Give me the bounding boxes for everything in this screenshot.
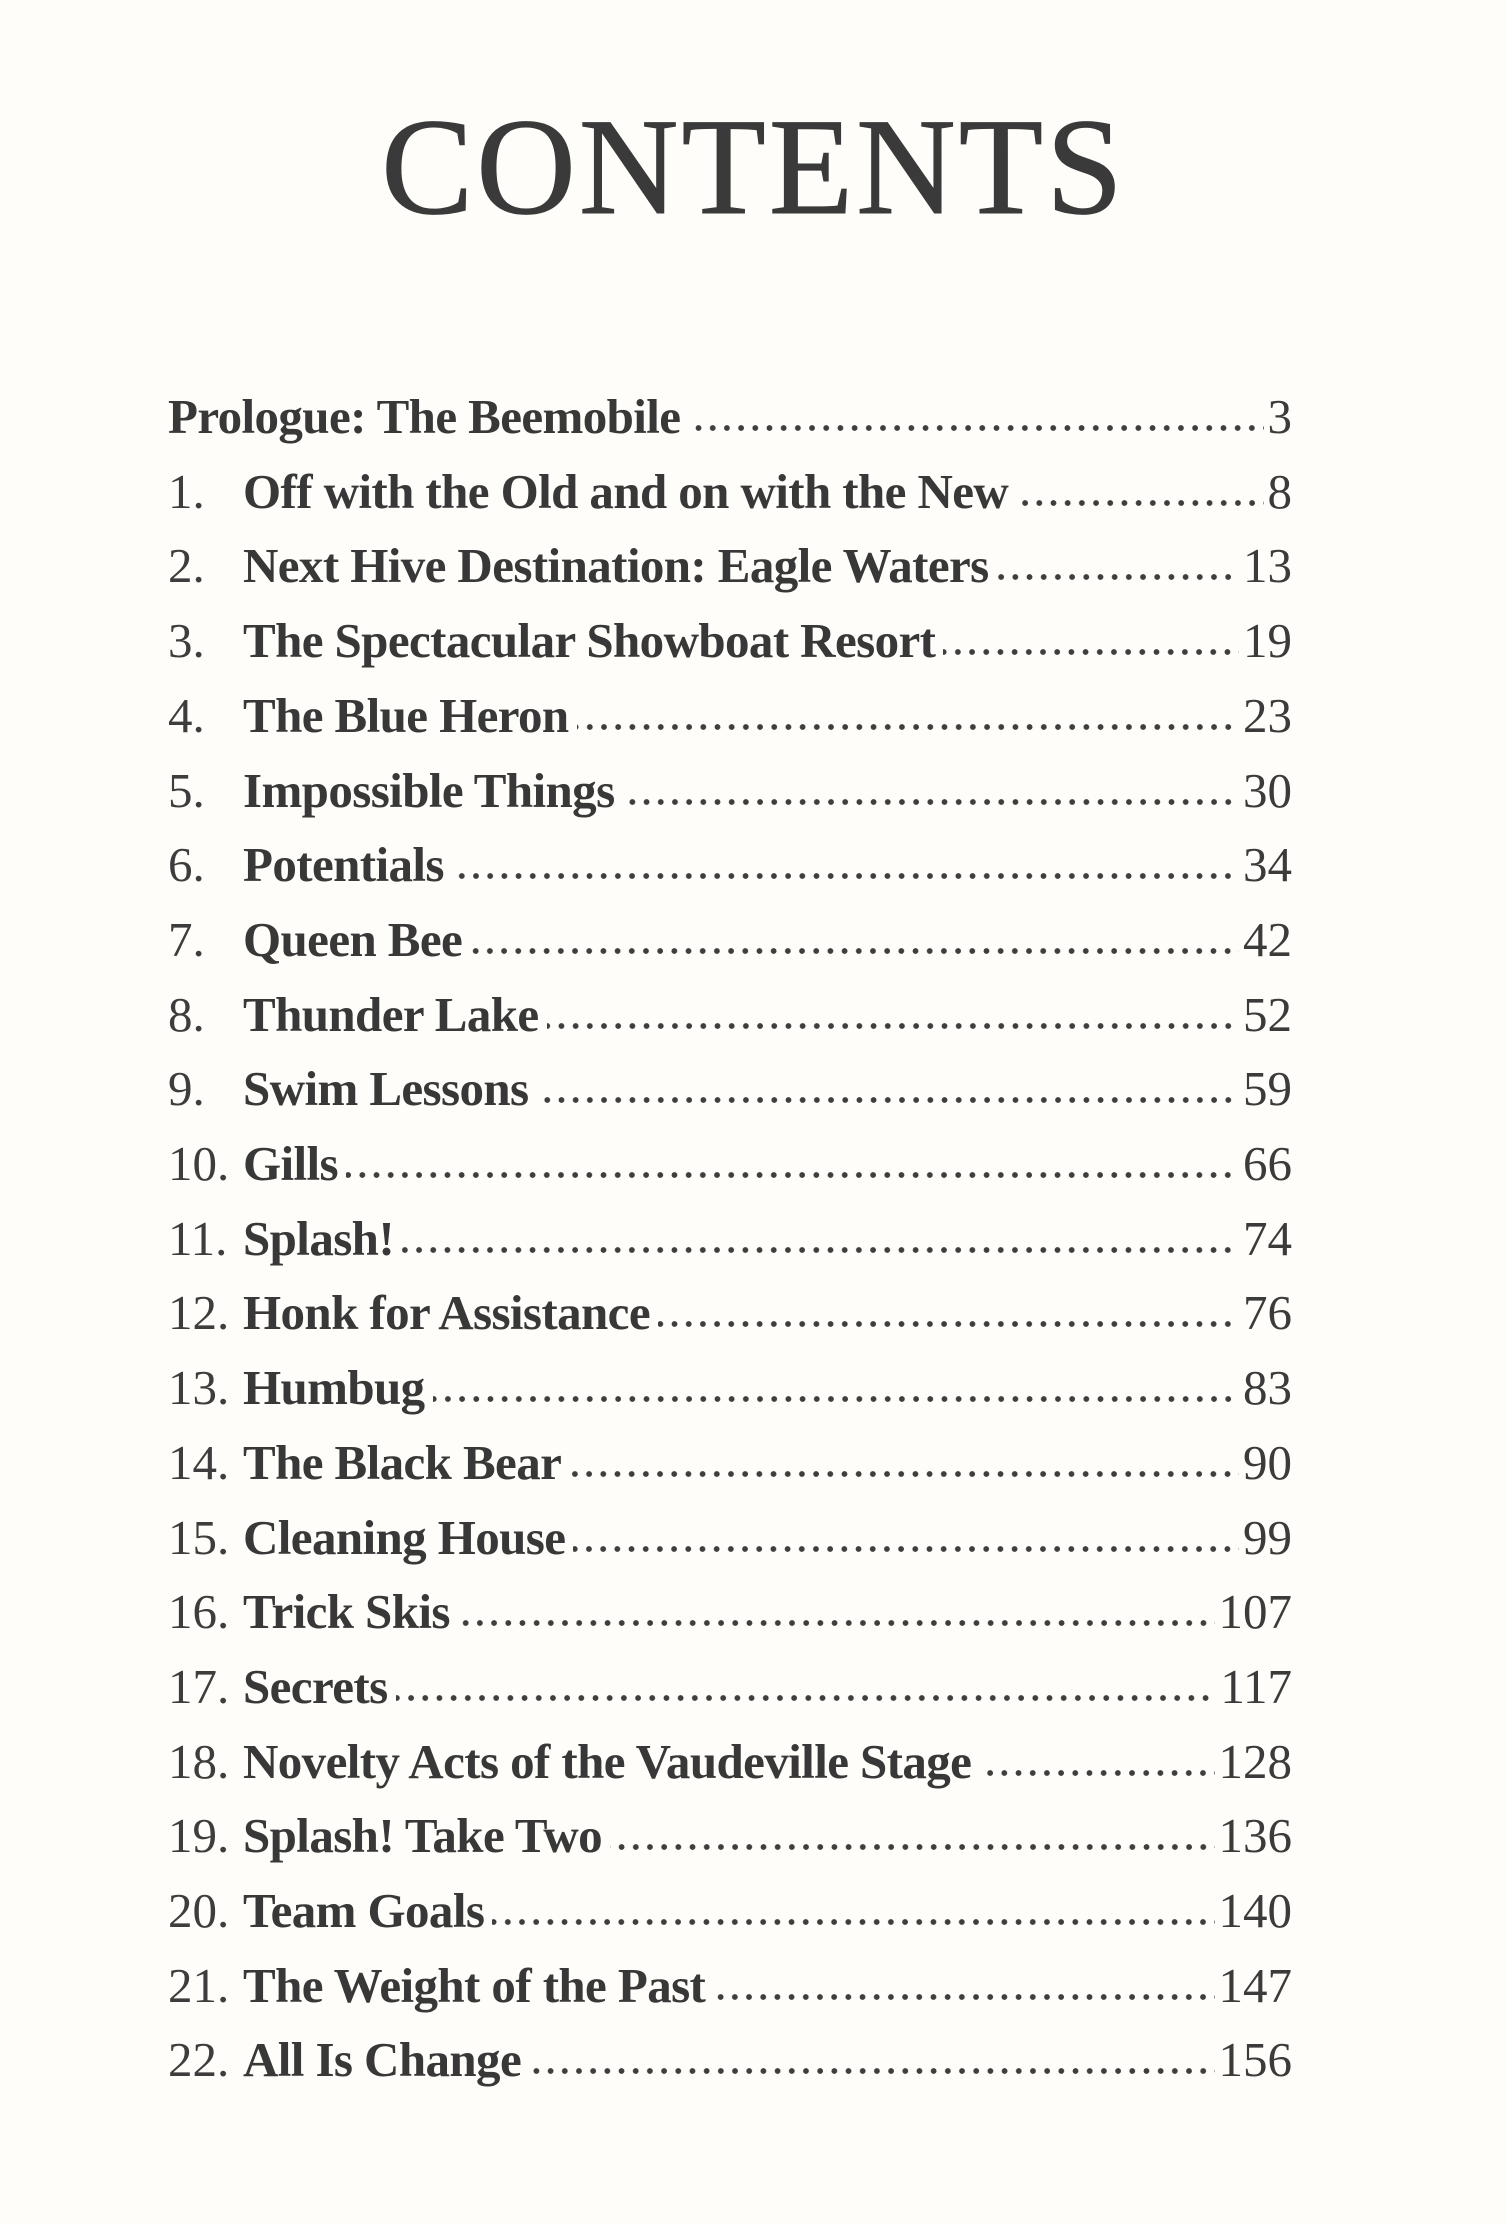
chapter-number: 1.	[168, 463, 205, 519]
page-number: 8	[1267, 463, 1292, 519]
page-number: 140	[1218, 1883, 1292, 1938]
chapter-title: Impossible Things	[243, 762, 615, 818]
dot-leader	[402, 1235, 1239, 1255]
page-number: 128	[1218, 1733, 1292, 1789]
chapter-number: 6.	[168, 837, 205, 893]
chapter-number: 22.	[168, 2032, 230, 2088]
chapter-title: The Weight of the Past	[243, 1957, 706, 2013]
chapter-title: Team Goals	[243, 1883, 485, 1938]
dot-leader	[713, 1982, 1214, 2002]
dot-leader	[688, 413, 1263, 433]
chapter-title: Cleaning House	[243, 1509, 566, 1565]
chapter-number: 8.	[168, 986, 205, 1042]
page-number: 90	[1243, 1434, 1292, 1490]
page-number: 117	[1220, 1658, 1292, 1714]
toc-entry-7[interactable]	[168, 910, 1292, 970]
chapter-number: 12.	[168, 1285, 230, 1341]
toc-entry-8[interactable]	[168, 985, 1292, 1045]
page-number: 147	[1218, 1957, 1292, 2013]
chapter-number: 2.	[168, 538, 205, 594]
dot-leader	[569, 1459, 1239, 1479]
toc-entry-prologue[interactable]	[168, 387, 1292, 447]
chapter-number: 4.	[168, 687, 205, 743]
dot-leader	[346, 1160, 1239, 1180]
toc-entry-14[interactable]	[168, 1433, 1292, 1493]
toc-entry-15[interactable]	[168, 1508, 1292, 1568]
toc-entry-2[interactable]	[168, 536, 1292, 596]
chapter-number: 20.	[168, 1883, 230, 1938]
chapter-number: 5.	[168, 762, 205, 818]
chapter-title: The Black Bear	[243, 1434, 562, 1490]
toc-entry-11[interactable]	[168, 1209, 1292, 1269]
page-number: 74	[1243, 1210, 1292, 1266]
page-number: 59	[1243, 1061, 1292, 1117]
chapter-number: 15.	[168, 1509, 230, 1565]
page-number: 13	[1243, 538, 1292, 594]
chapter-number: 13.	[168, 1360, 230, 1416]
dot-leader	[452, 861, 1239, 881]
chapter-title: Humbug	[243, 1360, 425, 1416]
chapter-title: Trick Skis	[243, 1584, 450, 1640]
dot-leader	[573, 1534, 1239, 1554]
dot-leader	[547, 1011, 1239, 1031]
page-number: 52	[1243, 986, 1292, 1042]
page-number: 3	[1267, 389, 1292, 444]
toc-entry-6[interactable]	[168, 835, 1292, 895]
toc-entry-21[interactable]	[168, 1956, 1292, 2016]
page-number: 136	[1218, 1808, 1292, 1864]
toc-entry-12[interactable]	[168, 1283, 1292, 1343]
chapter-title: Novelty Acts of the Vaudeville Stage	[243, 1733, 972, 1789]
chapter-number: 18.	[168, 1733, 230, 1789]
dot-leader	[470, 936, 1239, 956]
chapter-number: 7.	[168, 911, 205, 967]
dot-leader	[943, 637, 1239, 657]
chapter-title: Splash! Take Two	[243, 1808, 603, 1864]
chapter-title: Queen Bee	[243, 911, 463, 967]
dot-leader	[492, 1907, 1214, 1927]
dot-leader	[537, 1085, 1239, 1105]
toc-entry-20[interactable]	[168, 1881, 1292, 1941]
toc-entry-16[interactable]	[168, 1582, 1292, 1642]
page-number: 34	[1243, 837, 1292, 893]
chapter-number: 11.	[168, 1210, 228, 1266]
toc-entry-18[interactable]	[168, 1732, 1292, 1792]
chapter-number: 16.	[168, 1584, 230, 1640]
toc-entry-10[interactable]	[168, 1134, 1292, 1194]
chapter-title: Prologue: The Beemobile	[168, 389, 681, 444]
page-number: 156	[1218, 2032, 1292, 2088]
chapter-title: Next Hive Destination: Eagle Waters	[243, 538, 989, 594]
page-number: 19	[1243, 613, 1292, 669]
toc-entry-17[interactable]	[168, 1657, 1292, 1717]
dot-leader	[658, 1309, 1239, 1329]
page-number: 76	[1243, 1285, 1292, 1341]
dot-leader	[529, 2056, 1214, 2076]
chapter-title: Gills	[243, 1136, 339, 1191]
dot-leader	[979, 1758, 1214, 1778]
toc-entry-4[interactable]	[168, 686, 1292, 746]
chapter-title: All Is Change	[243, 2032, 522, 2088]
chapter-title: Potentials	[243, 837, 444, 893]
dot-leader	[610, 1832, 1214, 1852]
chapter-title: Off with the Old and on with the New	[243, 463, 1009, 519]
chapter-title: The Blue Heron	[243, 687, 569, 743]
page-number: 107	[1218, 1584, 1292, 1640]
chapter-number: 17.	[168, 1658, 230, 1714]
dot-leader	[458, 1608, 1215, 1628]
chapter-title: Swim Lessons	[243, 1061, 529, 1117]
chapter-title: Thunder Lake	[243, 986, 539, 1042]
page-number: 99	[1243, 1509, 1292, 1565]
toc-entry-9[interactable]	[168, 1059, 1292, 1119]
page-number: 23	[1243, 687, 1292, 743]
dot-leader	[433, 1384, 1239, 1404]
chapter-number: 19.	[168, 1808, 230, 1864]
page-number: 30	[1243, 762, 1292, 818]
chapter-title: The Spectacular Showboat Resort	[243, 613, 936, 669]
dot-leader	[577, 712, 1239, 732]
page-title: CONTENTS	[381, 90, 1126, 243]
chapter-number: 3.	[168, 613, 205, 669]
toc-entry-13[interactable]	[168, 1358, 1292, 1418]
toc-entry-3[interactable]	[168, 611, 1292, 671]
chapter-title: Secrets	[243, 1658, 388, 1714]
toc-entry-22[interactable]	[168, 2030, 1292, 2090]
chapter-title: Honk for Assistance	[243, 1285, 650, 1341]
toc-entry-5[interactable]	[168, 761, 1292, 821]
chapter-number: 9.	[168, 1061, 205, 1117]
dot-leader	[623, 787, 1239, 807]
chapter-number: 14.	[168, 1434, 230, 1490]
toc-entry-1[interactable]	[168, 462, 1292, 522]
dot-leader	[997, 562, 1239, 582]
chapter-number: 21.	[168, 1957, 230, 2013]
chapter-title: Splash!	[243, 1210, 395, 1266]
page-number: 42	[1243, 911, 1292, 967]
dot-leader	[396, 1683, 1217, 1703]
dot-leader	[1016, 488, 1263, 508]
toc-entry-19[interactable]	[168, 1806, 1292, 1866]
page-number: 66	[1243, 1136, 1292, 1191]
page-number: 83	[1243, 1360, 1292, 1416]
chapter-number: 10.	[168, 1136, 230, 1191]
